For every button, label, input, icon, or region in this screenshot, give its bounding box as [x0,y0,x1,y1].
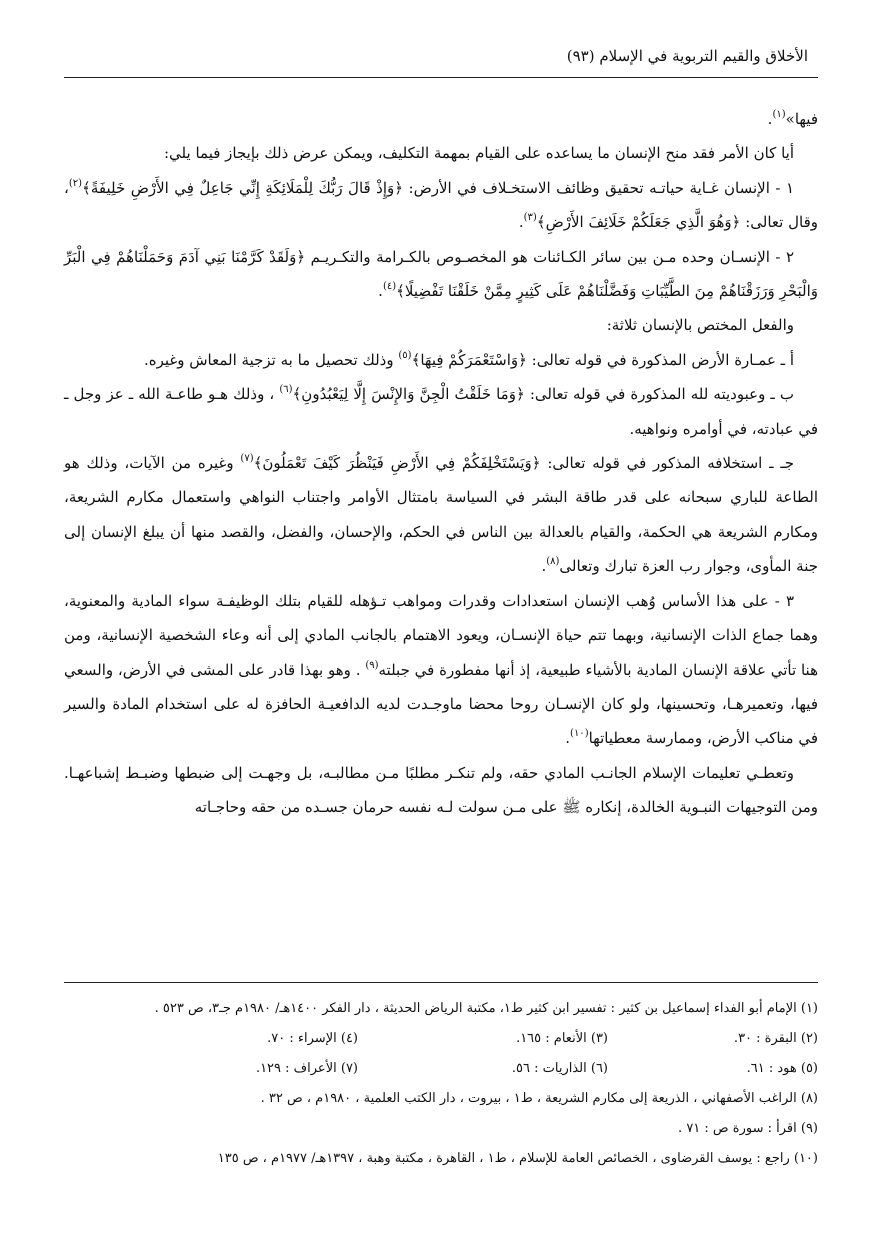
footnote-row-2 [64,1024,818,1054]
footnote-row-3 [64,1054,818,1084]
footnote-ref: (٧) [240,453,254,465]
header-rule [64,77,818,78]
paragraph-intro: أيا كان الأمر فقد منح الإنسان ما يساعده على القيام بمهمة التكليف، ويمكن عرض ذلك بإيجاز فيما يلي: [164,144,794,163]
footnote-5: (٥) هود : ٦١. [746,1061,818,1076]
footnote-ref: (٩) [365,659,379,671]
footnote-3: (٣) الأنعام : ١٦٥. [516,1031,608,1046]
footnote-ref: (٥) [398,349,412,361]
footnote-ref: (٣) [523,212,537,224]
footnote-rule [64,982,818,983]
footnote-7: (٧) الأعراف : ١٢٩. [255,1061,358,1076]
footnote-ref: (٨) [546,556,560,568]
paragraph-point-1: ١ - الإنسان غـاية حياتـه تحقيق وظائف الاستخـلاف في الأرض: ﴿وَإِذْ قَالَ رَبُّكَ لِلْمَلَائِكَةِ إِنِّي جَاعِلٌ فِي الأَرْضِ خَلِيفَةً﴾$^{(٢)}$، وقال تعالى: ﴿وَهُوَ الَّذِي جَعَلَكُمْ خَلَائِفَ الأَرْضِ﴾$^{(٣)}$. [64,177,818,232]
main-text [64,102,818,825]
footnote-ref: (٢) [68,177,83,189]
paragraph-material-side: وتعطـي تعليمات الإسلام الجانـب المادي حقه، ولم تنكـر مطلبًا مـن مطالبـه، بل وجهـت إلى ضبطها وضبـط إشباعهـا. ومن التوجيهات النبـوية الخالدة، إنكاره ﷺ على مـن سولت لـه نفسه حرمان جسـده من حقه وحاجـاته [64,763,818,817]
running-header: الأخلاق والقيم التربوية في الإسلام (٩٣) [566,47,808,65]
footnote-ref: (٤) [382,281,397,293]
footnote-9: (٩) اقرأ : سورة ص : ٧١ . [678,1121,818,1136]
paragraph-point-3: ٣ - على هذا الأساس وُهب الإنسان استعدادات وقدرات ومواهب تـؤهله للقيام بتلك الوظيفـة سواء المادية والمعنوية، وهما جماع الذات الإنسانية، وبهما تتم حياة الإنسـان، ويعود الاهتمام بالجانب المادي إلى أنه وعاء الشخصية الإنسانية، ومن هنا تأتي علاقة الإنسان المادية بالأشياء طبيعية، إذ أنها مفطورة في جبلته$^{(٩)}$ . وهو بهذا قادر على المشى في الأرض، والسعي فيها، وتعميرهـا، وتحسينها، ولو كان الإنسـان روحا محضا ماوجـدت لديه الدافعيـة الحافزة له على استخدام المادة والسير في مناكب الأرض، وممارسة معطياتها$^{(١٠)}$. [64,591,818,748]
paragraph-continuation: فيها»$^{(١)}$. [767,109,818,128]
footnote-8: (٨) الراغب الأصفهاني ، الذريعة إلى مكارم الشريعة ، ط١ ، بيروت ، دار الكتب العلمية ، ١٩٨٠م ، ص ٣٢ . [260,1091,818,1106]
paragraph-three-acts: والفعل المختص بالإنسان ثلاثة: [606,316,794,335]
footnote-10: (١٠) راجع : يوسف القرضاوى ، الخصائص العامة للإسلام ، ط١ ، القاهرة ، مكتبة وهبة ، ١٣٩٧هـ/ ١٩٧٧م ، ص ١٣٥ [217,1151,818,1166]
footnote-ref: (٦) [279,384,293,396]
footnote-ref: (١) [772,109,786,120]
footnote-2: (٢) البقرة : ٣٠. [733,1031,818,1046]
paragraph-act-c: جـ ـ استخلافه المذكور في قوله تعالى: ﴿وَيَسْتَخْلِفَكُمْ فِي الأَرْضِ فَيَنْظُرَ كَيْفَ تَعْمَلُونَ﴾$^{(٧)}$ وغيره من الآيات، وذلك هو الطاعة للباري سبحانه على قدر طاقة البشر في السياسة بامتثال الأوامر واجتناب النواهي واستعمال مكارم الشريعة، ومكارم الشريعة هي الحكمة، والقيام بالعدالة بين الناس في الحكم، والإحسان، والفضل، والقصد منها أن يبلغ الإنسان إلى جنة المأوى، وجوار رب العزة تبارك وتعالى$^{(٨)}$. [64,453,818,576]
footnote-6: (٦) الذاريات : ٥٦. [511,1061,608,1076]
footnote-4: (٤) الإسراء : ٧٠. [267,1031,358,1046]
footnote-ref: (١٠) [570,728,589,740]
paragraph-act-a: أ ـ عمـارة الأرض المذكورة في قوله تعالى: ﴿وَاسْتَعْمَرَكُمْ فِيهَا﴾$^{(٥)}$ وذلك تحصيل ما به تزجية المعاش وغيره. [143,349,794,369]
footnotes [64,994,818,1174]
footnote-1: (١) الإمام أبو الفداء إسماعيل بن كثير : تفسير ابن كثير ط١، مكتبة الرياض الحديثة ، دار الفكر ١٤٠٠هـ/ ١٩٨٠م جـ٣، ص ٥٢٣ . [154,1001,818,1016]
paragraph-act-b: ب ـ وعبوديته لله المذكورة في قوله تعالى: ﴿وَمَا خَلَقْتُ الْجِنَّ وَالإِنْسَ إِلَّا لِيَعْبُدُونِ﴾$^{(٦)}$ ، وذلك هـو طاعـة الله ـ عز وجل ـ في عبادته، في أوامره ونواهيه. [64,384,818,438]
paragraph-point-2: ٢ - الإنسـان وحده مـن بين سائر الكـائنات هو المخصـوص بالكـرامة والتكـريـم ﴿وَلَقَدْ كَرَّمْنَا بَنِي آدَمَ وَحَمَلْنَاهُمْ فِي الْبَرِّ وَالْبَحْرِ وَرَزَقْنَاهُمْ مِنَ الطَّيِّبَاتِ وَفَضَّلْنَاهُمْ عَلَى كَثِيرٍ مِمَّنْ خَلَقْنَا تَفْضِيلًا﴾$^{(٤)}$. [64,247,818,301]
